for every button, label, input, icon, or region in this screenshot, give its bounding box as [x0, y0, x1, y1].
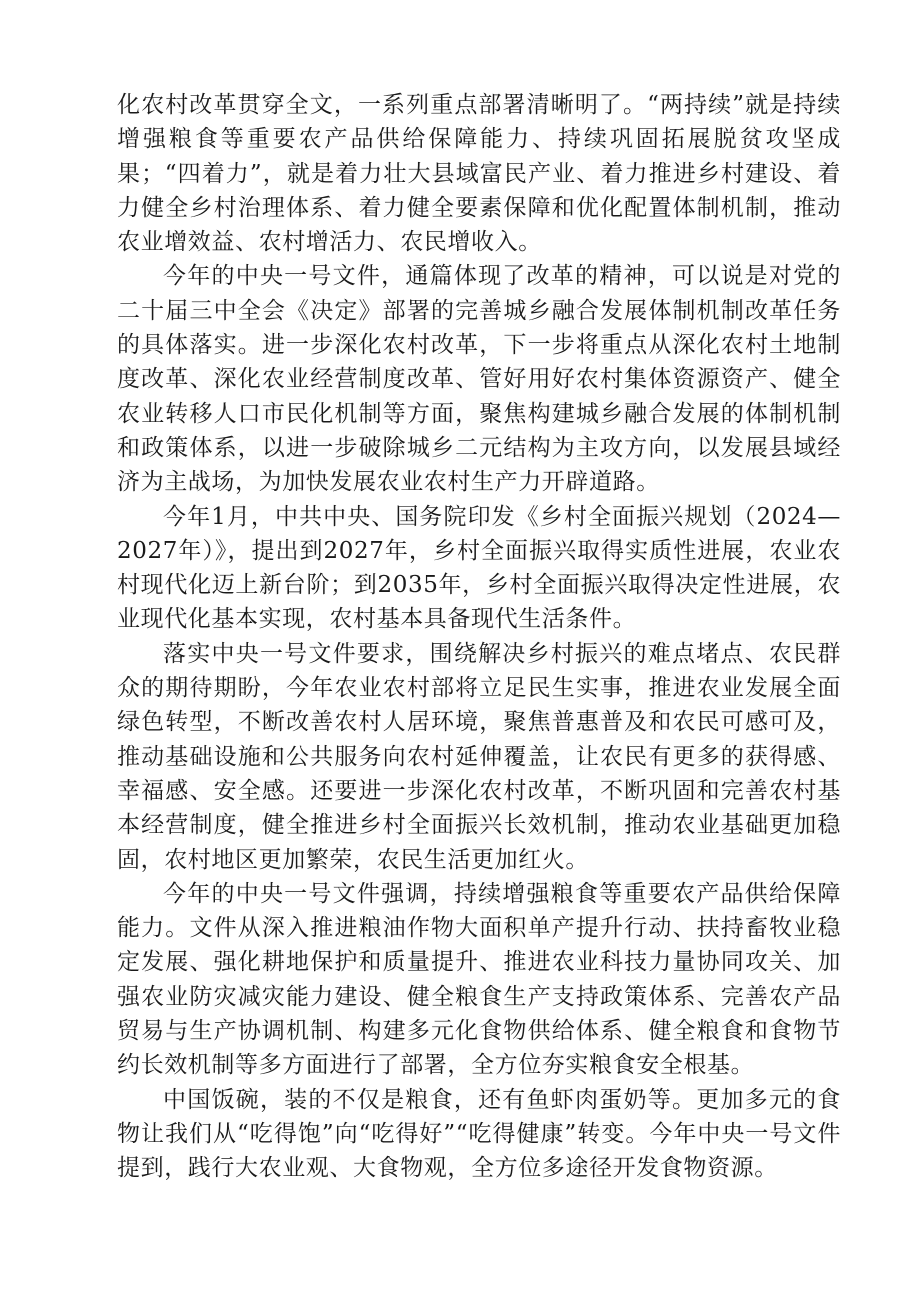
paragraph-food-supply: 今年的中央一号文件强调，持续增强粮食等重要农产品供给保障能力。文件从深入推进粮油作物大面积单产提升行动、扶持畜牧业稳定发展、强化耕地保护和质量提升、推进农业科技力量协同攻关、加强农业防灾减灾能力建设、健全粮食生产支持政策体系、完善农产品贸易与生产协调机制、构建多元化食物供给体系、健全粮食和食物节约长效机制等多方面进行了部署，全方位夯实粮食安全根基。 [117, 880, 841, 1079]
paragraph-continued: 化农村改革贯穿全文，一系列重点部署清晰明了。“两持续”就是持续增强粮食等重要农产品供给保障能力、持续巩固拓展脱贫攻坚成果；“四着力”，就是着力壮大县域富民产业、着力推进乡村建设、着力健全乡村治理体系、着力健全要素保障和优化配置体制机制，推动农业增效益、农村增活力、农民增收入。 [117, 92, 841, 256]
paragraph-food-resources: 中国饭碗，装的不仅是粮食，还有鱼虾肉蛋奶等。更加多元的食物让我们从“吃得饱”向“吃得好”“吃得健康”转变。今年中央一号文件提到，践行大农业观、大食物观，全方位多途径开发食物资源。 [117, 1086, 841, 1182]
paragraph-reform-spirit: 今年的中央一号文件，通篇体现了改革的精神，可以说是对党的二十届三中全会《决定》部署的完善城乡融合发展体制机制改革任务的具体落实。进一步深化农村改革，下一步将重点从深化农村土地制度改革、深化农业经营制度改革、管好用好农村集体资源资产、健全农业转移人口市民化机制等方面，聚焦构建城乡融合发展的体制机制和政策体系，以进一步破除城乡二元结构为主攻方向，以发展县域经济为主战场，为加快发展农业农村生产力开辟道路。 [117, 263, 841, 496]
document-body [117, 88, 841, 1186]
paragraph-revitalization-plan: 今年1月，中共中央、国务院印发《乡村全面振兴规划（2024—2027年）》，提出到2027年，乡村全面振兴取得实质性进展，农业农村现代化迈上新台阶；到2035年，乡村全面振兴取得决定性进展，农业现代化基本实现，农村基本具备现代生活条件。 [117, 503, 841, 633]
paragraph-implementation: 落实中央一号文件要求，围绕解决乡村振兴的难点堵点、农民群众的期待期盼，今年农业农村部将立足民生实事，推进农业发展全面绿色转型，不断改善农村人居环境，聚焦普惠普及和农民可感可及，推动基础设施和公共服务向农村延伸覆盖，让农民有更多的获得感、幸福感、安全感。还要进一步深化农村改革，不断巩固和完善农村基本经营制度，健全推进乡村全面振兴长效机制，推动农业基础更加稳固，农村地区更加繁荣，农民生活更加红火。 [117, 640, 841, 873]
